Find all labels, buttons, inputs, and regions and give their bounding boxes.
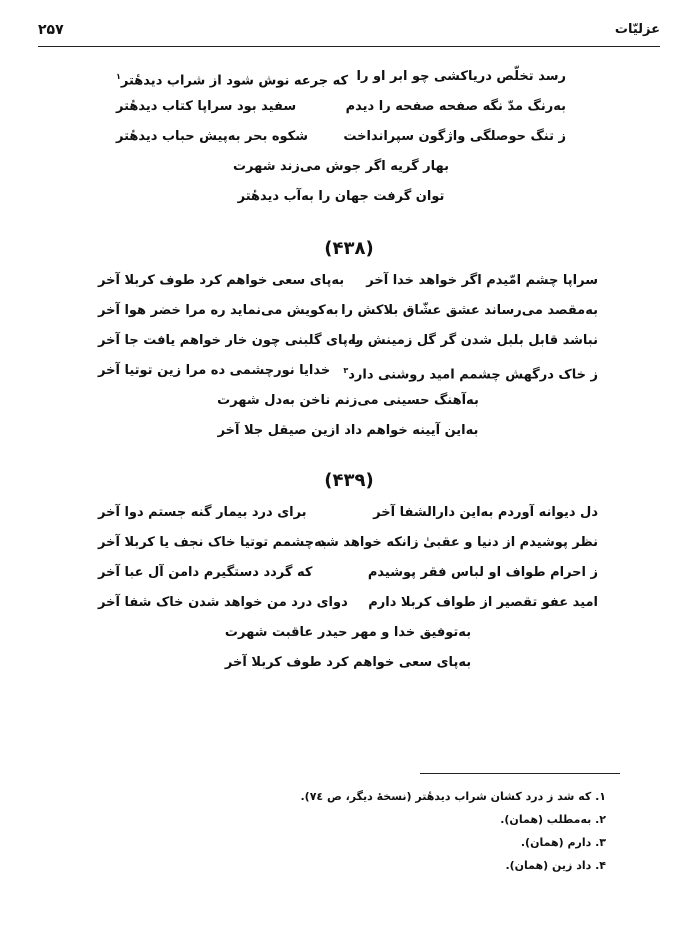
closing-line bbox=[98, 416, 598, 446]
hemistich-left-text: که جرعه نوش شود از شراب دیدهٔتر bbox=[120, 73, 349, 89]
hemistich-right-text: به‌مقصد می‌رساند عشق عشّاق بلاکش را bbox=[341, 303, 598, 318]
footnote-rule bbox=[420, 773, 620, 774]
page-number: ۲۵۷ bbox=[38, 22, 64, 38]
footnote: ۴. داد زین (همان). bbox=[505, 859, 606, 872]
hemistich-left: به‌چشمم توتیا خاک نجف یا کربلا آخر bbox=[98, 535, 327, 550]
closing-line: بهار گریه اگر جوش می‌زند شهرت bbox=[232, 159, 450, 174]
hemistich-right: رسد تخلّص دریاکشی چو ابر او را bbox=[356, 69, 566, 84]
closing-line: به‌پای سعی خواهم کرد طوف کربلا آخر bbox=[224, 655, 472, 670]
closing-line: به‌آهنگ حسینی می‌زنم ناخن به‌دل شهرت bbox=[217, 393, 479, 408]
hemistich-left: برای درد بیمار گنه جستم دوا آخر bbox=[98, 505, 307, 520]
hemistich-left: که گردد دستگیرم دامن آل عبا آخر bbox=[98, 565, 313, 580]
hemistich-right: سراپا چشم امّیدم اگر خواهد خدا آخر bbox=[366, 273, 598, 288]
footnote-marker: ۳ bbox=[343, 366, 349, 375]
couplet bbox=[98, 326, 598, 356]
hemistich-left: شکوه بحر به‌پیش حباب دیدهٔتر bbox=[116, 129, 309, 144]
hemistich-right: نباشد قابل بلبل شدن گر گل زمینش را bbox=[351, 333, 598, 348]
couplet bbox=[116, 122, 566, 152]
header-rule bbox=[38, 46, 660, 47]
hemistich-left: سفید بود سراپا کتاب دیدهٔتر bbox=[116, 99, 297, 114]
running-title: عزلیّات bbox=[614, 22, 660, 37]
closing-line: به‌توفیق خدا و مهر حیدر عاقبت شهرت bbox=[224, 625, 472, 640]
ghazal-439 bbox=[0, 464, 698, 678]
closing-line: توان گرفت جهان را به‌آب دیدهٔتر bbox=[237, 189, 445, 204]
ghazal-number: (۴۳۹) bbox=[324, 470, 374, 491]
footnote-marker: ۱ bbox=[116, 72, 121, 81]
footnote: ۱. که شد ز درد کشان شراب دیدهٔتر (نسخهٔ دیگر، ص ۷٤). bbox=[300, 790, 606, 803]
hemistich-right: دل دیوانه آوردم به‌این دارالشفا آخر bbox=[373, 505, 598, 520]
hemistich-left: دوای درد من خواهد شدن خاک شفا آخر bbox=[98, 595, 348, 610]
hemistich-right: ز تنگ حوصلگی واژگون سپرانداخت bbox=[343, 129, 566, 144]
couplet bbox=[116, 92, 566, 122]
hemistich-left: به‌پای گلبنی چون خار خواهم یافت جا آخر bbox=[98, 333, 361, 348]
hemistich-right-text: ز خاک درگهش چشمم امید روشنی دارد bbox=[348, 367, 598, 383]
ghazal-438 bbox=[0, 232, 698, 446]
hemistich-right bbox=[343, 356, 598, 390]
footnote: ۲. به‌مطلب (همان). bbox=[500, 813, 606, 826]
closing-line-text: به‌این آیینه خواهم داد ازین صیقل جلا آخر bbox=[217, 423, 479, 438]
hemistich-left: به‌پای سعی خواهم کرد طوف کربلا آخر bbox=[98, 273, 345, 288]
couplet bbox=[98, 588, 598, 618]
couplet bbox=[116, 62, 566, 92]
hemistich-right: به‌رنگ مدّ نگه صفحه صفحه را دیدم bbox=[345, 99, 566, 114]
footnote: ۳. دارم (همان). bbox=[520, 836, 606, 849]
couplet bbox=[98, 296, 598, 326]
hemistich-right bbox=[341, 296, 598, 326]
hemistich-left: به‌کویش می‌نماید ره مرا خضر هوا آخر bbox=[98, 303, 339, 318]
couplet bbox=[98, 558, 598, 588]
hemistich-left: خدایا نورچشمی ده مرا زین توتیا آخر bbox=[98, 363, 331, 378]
hemistich-right: ز احرام طواف او لباس فقر پوشیدم bbox=[367, 565, 598, 580]
footnotes bbox=[301, 785, 607, 877]
page-header bbox=[38, 18, 660, 44]
ghazal-number: (۴۳۸) bbox=[324, 238, 374, 259]
stanza-continuation bbox=[0, 62, 698, 212]
hemistich-right: نظر پوشیدم از دنیا و عقبیٰ زانکه خواهد شد bbox=[318, 535, 598, 550]
couplet bbox=[98, 528, 598, 558]
couplet bbox=[98, 356, 598, 386]
couplet bbox=[98, 498, 598, 528]
hemistich-right: امید عفو تقصیر از طواف کربلا دارم bbox=[368, 595, 598, 610]
couplet bbox=[98, 266, 598, 296]
